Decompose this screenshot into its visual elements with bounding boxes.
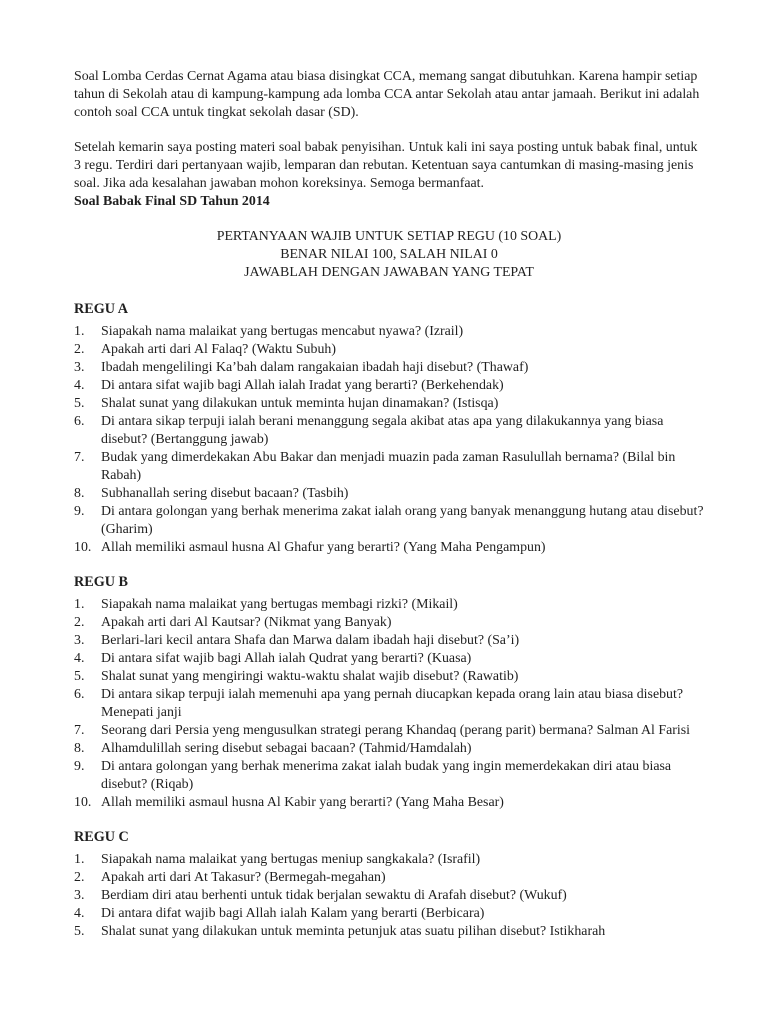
question-item [74,359,704,377]
heading-line-2: BENAR NILAI 100, SALAH NILAI 0 [280,247,498,262]
regu-a-list [74,323,704,557]
question-number: 10. [74,540,92,555]
regu-b-list [74,596,704,812]
question-item [74,722,704,740]
question-item [74,794,704,812]
question-item [74,923,704,941]
question-item [74,905,704,923]
heading-line-1: PERTANYAAN WAJIB UNTUK SETIAP REGU (10 SOAL) [216,229,562,244]
regu-b-title: REGU B [74,574,128,590]
question-item [74,449,704,485]
question-item [74,395,704,413]
question-number: 7. [74,450,85,465]
question-text: Di antara sikap terpuji ialah berani menanggung segala akibat atas apa yang dilakukannya yang biasa disebut? (Bertanggung jawab) [101,414,664,447]
question-text: Di antara sikap terpuji ialah memenuhi apa yang pernah diucapkan kepada orang lain atau biasa disebut? Menepati janji [101,687,684,720]
question-item [74,614,704,632]
question-text: Di antara golongan yang berhak menerima zakat ialah orang yang banyak menanggung hutang atau disebut? (Gharim) [101,504,704,537]
question-number: 9. [74,759,85,774]
question-text: Berdiam diri atau berhenti untuk tidak berjalan sewaktu di Arafah disebut? (Wukuf) [101,888,567,903]
question-item [74,869,704,887]
question-number: 7. [74,723,85,738]
question-text: Apakah arti dari Al Kautsar? (Nikmat yang Banyak) [101,615,392,630]
question-item [74,686,704,722]
question-text: Di antara sifat wajib bagi Allah ialah Qudrat yang berarti? (Kuasa) [101,651,472,666]
question-number: 4. [74,378,85,393]
question-text: Shalat sunat yang mengiringi waktu-waktu shalat wajib disebut? (Rawatib) [101,669,519,684]
question-number: 2. [74,870,85,885]
question-number: 5. [74,396,85,411]
question-text: Apakah arti dari At Takasur? (Bermegah-megahan) [101,870,386,885]
question-number: 2. [74,342,85,357]
regu-c-list [74,851,704,941]
question-item [74,650,704,668]
question-number: 1. [74,597,85,612]
question-text: Shalat sunat yang dilakukan untuk meminta petunjuk atas suatu pilihan disebut? Istikharah [101,924,606,939]
question-text: Alhamdulillah sering disebut sebagai bacaan? (Tahmid/Hamdalah) [101,741,472,756]
regu-c-title: REGU C [74,829,129,845]
regu-a-title: REGU A [74,301,128,317]
question-number: 4. [74,651,85,666]
question-number: 1. [74,324,85,339]
question-text: Budak yang dimerdekakan Abu Bakar dan menjadi muazin pada zaman Rasulullah bernama? (Bilal bin Rabah) [101,450,676,483]
question-item [74,596,704,614]
question-number: 3. [74,888,85,903]
final-title: Soal Babak Final SD Tahun 2014 [74,194,270,209]
question-text: Ibadah mengelilingi Ka’bah dalam rangakaian ibadah haji disebut? (Thawaf) [101,360,529,375]
question-number: 8. [74,486,85,501]
question-text: Di antara difat wajib bagi Allah ialah Kalam yang berarti (Berbicara) [101,906,485,921]
heading-line-3: JAWABLAH DENGAN JAWABAN YANG TEPAT [244,265,534,280]
question-text: Siapakah nama malaikat yang bertugas meniup sangkakala? (Israfil) [101,852,481,867]
question-item [74,323,704,341]
question-number: 3. [74,633,85,648]
question-item [74,539,704,557]
question-text: Di antara golongan yang berhak menerima zakat ialah budak yang ingin memerdekakan diri atau biasa disebut? (Riqab) [101,759,672,792]
question-text: Allah memiliki asmaul husna Al Ghafur yang berarti? (Yang Maha Pengampun) [101,540,546,555]
question-number: 5. [74,924,85,939]
question-text: Siapakah nama malaikat yang bertugas mencabut nyawa? (Izrail) [101,324,464,339]
question-item [74,485,704,503]
question-number: 2. [74,615,85,630]
question-number: 1. [74,852,85,867]
question-item [74,887,704,905]
question-text: Berlari-lari kecil antara Shafa dan Marwa dalam ibadah haji disebut? (Sa’i) [101,633,520,648]
question-text: Seorang dari Persia yeng mengusulkan strategi perang Khandaq (perang parit) bermana? Salman Al Farisi [101,723,691,738]
question-item [74,503,704,539]
question-item [74,758,704,794]
question-text: Siapakah nama malaikat yang bertugas membagi rizki? (Mikail) [101,597,458,612]
question-number: 8. [74,741,85,756]
question-text: Apakah arti dari Al Falaq? (Waktu Subuh) [101,342,336,357]
section-heading [74,228,704,282]
question-number: 5. [74,669,85,684]
question-item [74,632,704,650]
intro-paragraph-1: Soal Lomba Cerdas Cernat Agama atau biasa disingkat CCA, memang sangat dibutuhkan. Karena hampir setiap tahun di Sekolah atau di kampung-kampung ada lomba CCA antar Sekolah atau antar jamaah. Berikut ini adalah contoh soal CCA untuk tingkat sekolah dasar (SD). [74,69,700,120]
question-item [74,413,704,449]
document-page [74,68,704,941]
intro-paragraph-2: Setelah kemarin saya posting materi soal babak penyisihan. Untuk kali ini saya posting untuk babak final, untuk 3 regu. Terdiri dari pertanyaan wajib, lemparan dan rebutan. Ketentuan saya cantumkan di masing-masing jenis soal. Jika ada kesalahan jawaban mohon koreksinya. Semoga bermanfaat. [74,140,698,191]
question-number: 4. [74,906,85,921]
question-item [74,740,704,758]
question-item [74,341,704,359]
question-number: 10. [74,795,92,810]
question-number: 3. [74,360,85,375]
question-item [74,668,704,686]
question-number: 9. [74,504,85,519]
question-text: Allah memiliki asmaul husna Al Kabir yang berarti? (Yang Maha Besar) [101,795,504,810]
question-item [74,377,704,395]
question-text: Shalat sunat yang dilakukan untuk meminta hujan dinamakan? (Istisqa) [101,396,499,411]
question-text: Subhanallah sering disebut bacaan? (Tasbih) [101,486,349,501]
question-number: 6. [74,687,85,702]
question-item [74,851,704,869]
question-number: 6. [74,414,85,429]
question-text: Di antara sifat wajib bagi Allah ialah Iradat yang berarti? (Berkehendak) [101,378,504,393]
